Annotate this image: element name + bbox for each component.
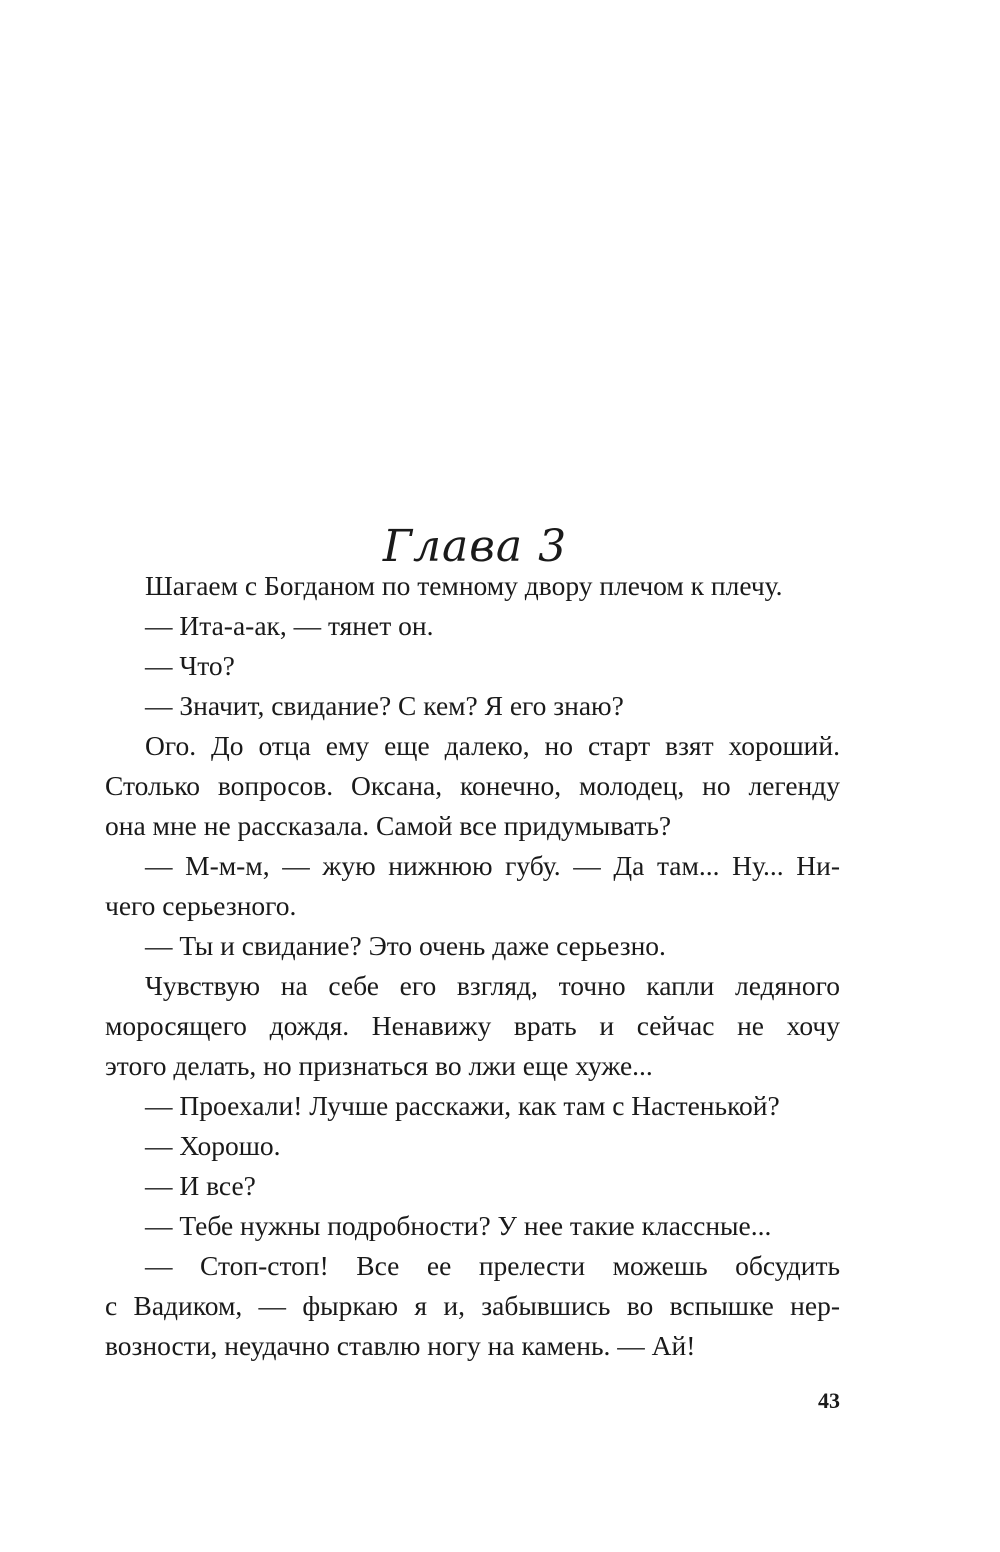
text-line: Шагаем с Богданом по темному двору плечом к плечу.: [145, 570, 783, 601]
text-line: Ого. До отца ему еще далеко, но старт взят хороший.: [145, 730, 840, 761]
dialogue-line: — Тебе нужны подробности? У нее такие классные...: [145, 1210, 772, 1241]
text-line: Чувствую на себе его взгляд, точно капли ледяного: [145, 970, 840, 1001]
dialogue-line: — И все?: [145, 1170, 256, 1201]
dialogue-line: — Стоп-стоп! Все ее прелести можешь обсудить: [145, 1250, 840, 1281]
chapter-body: [105, 566, 840, 1366]
dialogue-line: — М-м-м, — жую нижнюю губу. — Да там... Ну... Ни-: [145, 850, 840, 881]
text-line: Столько вопросов. Оксана, конечно, молодец, но легенду: [105, 770, 840, 801]
dialogue-line: — Хорошо.: [145, 1130, 281, 1161]
text-line: с Вадиком, — фыркаю я и, забывшись во вспышке нер-: [105, 1290, 840, 1321]
text-line: возности, неудачно ставлю ногу на камень. — Ай!: [105, 1330, 696, 1361]
dialogue-line: — Проехали! Лучше расскажи, как там с Настенькой?: [145, 1090, 780, 1121]
dialogue-line: — Ты и свидание? Это очень даже серьезно.: [145, 930, 666, 961]
text-line: чего серьезного.: [105, 890, 297, 921]
text-line: этого делать, но признаться во лжи еще хуже...: [105, 1050, 653, 1081]
text-line: моросящего дождя. Ненавижу врать и сейчас не хочу: [105, 1010, 840, 1041]
chapter-title: Глава 3: [382, 521, 568, 573]
dialogue-line: — Значит, свидание? С кем? Я его знаю?: [145, 690, 624, 721]
text-line: она мне не рассказала. Самой все придумывать?: [105, 810, 672, 841]
page-number: 43: [818, 1388, 840, 1413]
dialogue-line: — Ита-а-ак, — тянет он.: [145, 610, 434, 641]
dialogue-line: — Что?: [145, 650, 235, 681]
